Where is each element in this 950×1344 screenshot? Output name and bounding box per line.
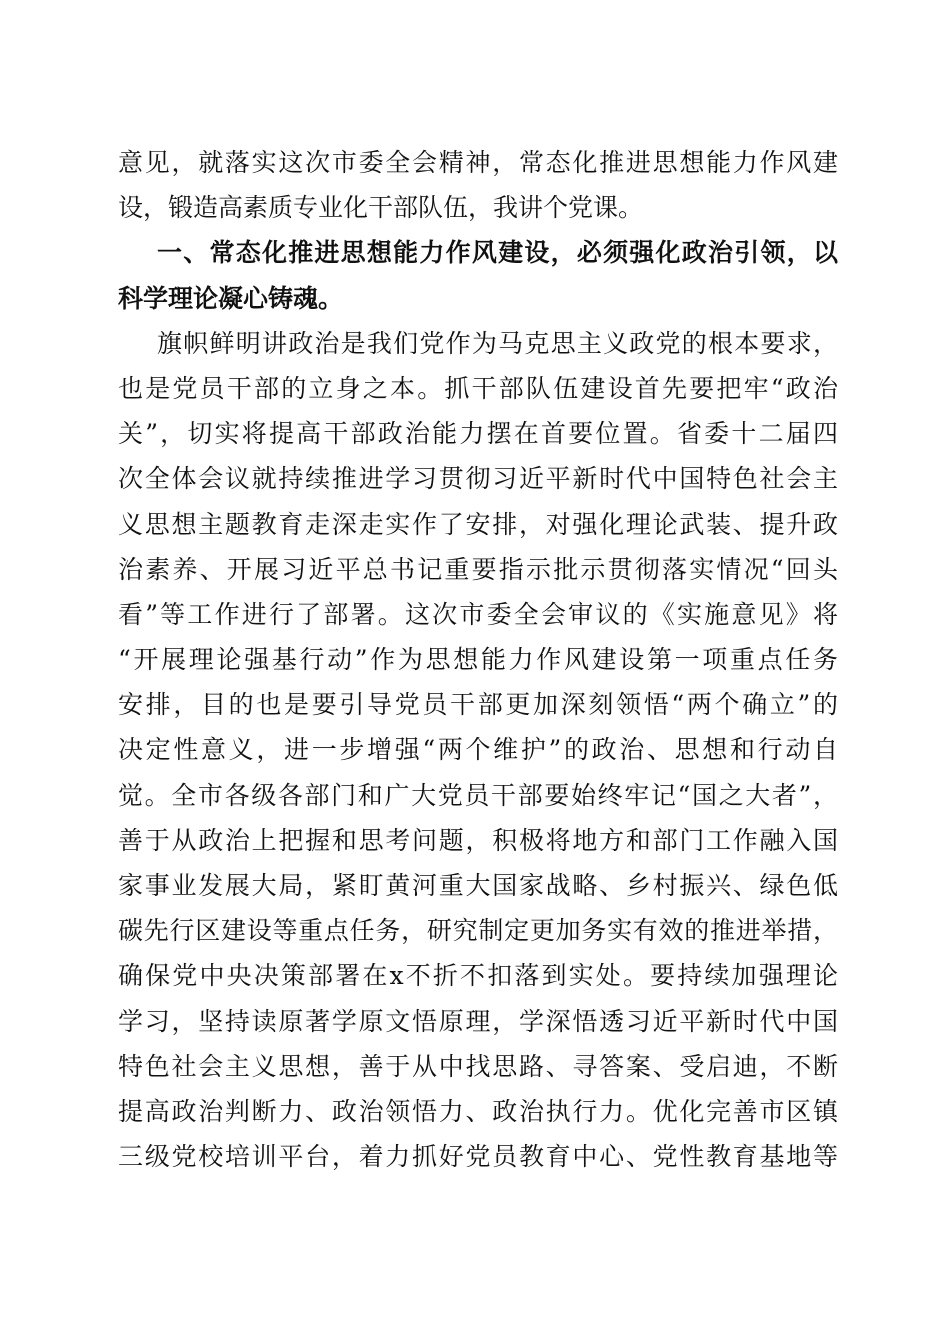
body-line: 家事业发展大局，紧盯黄河重大国家战略、乡村振兴、绿色低 xyxy=(118,871,838,900)
body-line: 也是党员干部的立身之本。抓干部队伍建设首先要把牢“政治 xyxy=(118,373,838,403)
body-line: 意见，就落实这次市委全会精神，常态化推进思想能力作风建 xyxy=(118,148,838,177)
section-heading: 一、常态化推进思想能力作风建设，必须强化政治引领，以 xyxy=(157,238,838,268)
body-line: 次全体会议就持续推进学习贯彻习近平新时代中国特色社会主 xyxy=(118,464,838,494)
body-line: “开展理论强基行动”作为思想能力作风建设第一项重点任务 xyxy=(118,645,838,675)
document-body xyxy=(118,140,838,1179)
body-line: 学习，坚持读原著学原文悟原理，学深悟透习近平新时代中国 xyxy=(118,1006,838,1036)
body-line: 义思想主题教育走深走实作了安排，对强化理论武装、提升政 xyxy=(118,509,838,539)
body-line: 看”等工作进行了部署。这次市委全会审议的《实施意见》将 xyxy=(118,599,838,629)
section-heading: 科学理论凝心铸魂。 xyxy=(118,283,344,313)
body-line: 提高政治判断力、政治领悟力、政治执行力。优化完善市区镇 xyxy=(118,1096,838,1126)
body-line: 治素养、开展习近平总书记重要指示批示贯彻落实情况“回头 xyxy=(118,554,838,584)
body-line: 关”，切实将提高干部政治能力摆在首要位置。省委十二届四 xyxy=(118,419,838,449)
body-line: 设，锻造高素质专业化干部队伍，我讲个党课。 xyxy=(118,193,644,223)
body-line: 旗帜鲜明讲政治是我们党作为马克思主义政党的根本要求， xyxy=(157,328,838,358)
body-line: 决定性意义，进一步增强“两个维护”的政治、思想和行动自 xyxy=(118,735,838,765)
body-line: 安排，目的也是要引导党员干部更加深刻领悟“两个确立”的 xyxy=(118,690,838,720)
body-line: 觉。全市各级各部门和广大党员干部要始终牢记“国之大者”， xyxy=(118,780,838,810)
body-line: 三级党校培训平台，着力抓好党员教育中心、党性教育基地等 xyxy=(118,1142,838,1172)
body-line: 特色社会主义思想，善于从中找思路、寻答案、受启迪，不断 xyxy=(118,1051,838,1081)
body-line: 碳先行区建设等重点任务，研究制定更加务实有效的推进举措， xyxy=(118,916,838,946)
body-line: 确保党中央决策部署在x不折不扣落到实处。要持续加强理论 xyxy=(118,961,838,991)
body-line: 善于从政治上把握和思考问题，积极将地方和部门工作融入国 xyxy=(118,825,838,855)
